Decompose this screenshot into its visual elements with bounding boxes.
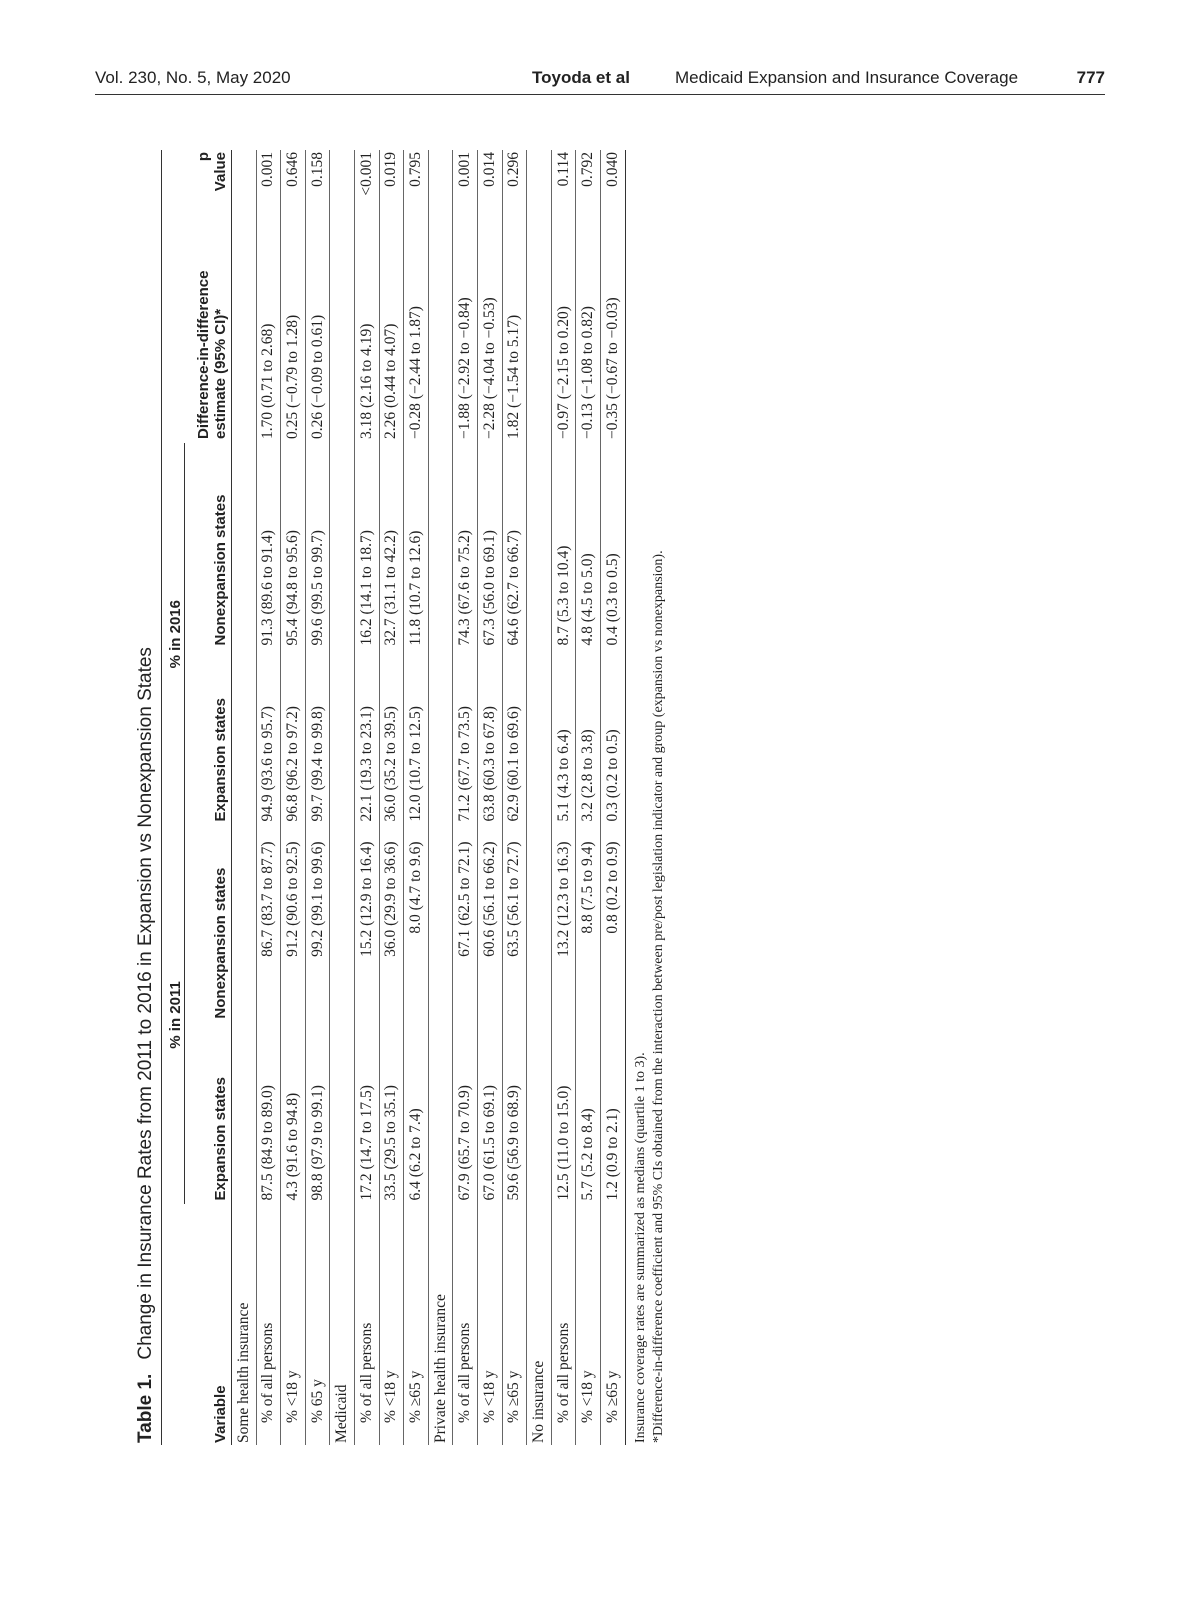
table-cell: 33.5 (29.5 to 35.1) (379, 1023, 404, 1205)
table-cell: 13.2 (12.3 to 16.3) (551, 825, 576, 1022)
table-cell: 12.0 (10.7 to 12.5) (404, 649, 429, 825)
table-row (453, 150, 478, 1445)
table-cell: 67.0 (61.5 to 69.1) (477, 1023, 502, 1205)
table-cell: 5.1 (4.3 to 6.4) (551, 649, 576, 825)
table-cell: 67.1 (62.5 to 72.1) (453, 825, 478, 1022)
table-cell: 67.9 (65.7 to 70.9) (453, 1023, 478, 1205)
row-label: % of all persons (551, 1204, 576, 1445)
table-title: Change in Insurance Rates from 2011 to 2016 in Expansion vs Nonexpansion States (135, 647, 156, 1360)
group-label: Some health insurance (232, 150, 257, 1445)
group-header-2016: % in 2016 (162, 443, 185, 826)
row-label: % of all persons (453, 1204, 478, 1445)
footnote: *Difference-in-difference coefficient and 95% CIs obtained from the interaction between pre/post legislation indicator and group (expansion vs nonexpansion). (650, 550, 666, 1443)
column-header: Variable (185, 1204, 232, 1445)
table-cell: 15.2 (12.9 to 16.4) (354, 825, 379, 1022)
table-cell: 36.0 (35.2 to 39.5) (379, 649, 404, 825)
table-cell: 3.18 (2.16 to 4.19) (354, 208, 379, 443)
group-header-2011: % in 2011 (162, 825, 185, 1204)
table-cell: 8.0 (4.7 to 9.6) (404, 825, 429, 1022)
row-label: % <18 y (477, 1204, 502, 1445)
row-label: % 65 y (305, 1204, 330, 1445)
table-cell: 62.9 (60.1 to 69.6) (502, 649, 527, 825)
table-caption (135, 150, 162, 1445)
table-cell: 0.792 (576, 150, 601, 208)
column-header: Expansion states (185, 1023, 232, 1205)
table-cell: 91.3 (89.6 to 91.4) (256, 443, 281, 650)
table-row (551, 150, 576, 1445)
article-short-title: Medicaid Expansion and Insurance Coverage (675, 68, 1019, 87)
row-label: % of all persons (256, 1204, 281, 1445)
table-cell: 8.7 (5.3 to 10.4) (551, 443, 576, 650)
table-cell: 96.8 (96.2 to 97.2) (281, 649, 306, 825)
table-cell: −0.97 (−2.15 to 0.20) (551, 208, 576, 443)
table-cell: 74.3 (67.6 to 75.2) (453, 443, 478, 650)
table-cell: 5.7 (5.2 to 8.4) (576, 1023, 601, 1205)
data-table (162, 150, 626, 1445)
group-header-row (162, 150, 185, 1445)
table-cell: 22.1 (19.3 to 23.1) (354, 649, 379, 825)
table-cell: 95.4 (94.8 to 95.6) (281, 443, 306, 650)
table-cell: 12.5 (11.0 to 15.0) (551, 1023, 576, 1205)
table-cell: 63.8 (60.3 to 67.8) (477, 649, 502, 825)
row-label: % ≥65 y (502, 1204, 527, 1445)
table-cell: 0.795 (404, 150, 429, 208)
table-cell: 0.296 (502, 150, 527, 208)
table-row (281, 150, 306, 1445)
table-cell: 0.114 (551, 150, 576, 208)
table-cell: 0.4 (0.3 to 0.5) (600, 443, 625, 650)
table-cell: <0.001 (354, 150, 379, 208)
row-label: % <18 y (281, 1204, 306, 1445)
rotated-table-block (135, 150, 875, 1445)
table-row (404, 150, 429, 1445)
table-cell: 64.6 (62.7 to 66.7) (502, 443, 527, 650)
group-row (232, 150, 257, 1445)
table-cell: 6.4 (6.2 to 7.4) (404, 1023, 429, 1205)
column-header-row (185, 150, 232, 1445)
table-cell: 67.3 (56.0 to 69.1) (477, 443, 502, 650)
table-cell: 11.8 (10.7 to 12.6) (404, 443, 429, 650)
group-row (428, 150, 453, 1445)
table-row (502, 150, 527, 1445)
column-header: Difference-in-difference estimate (95% CI)* (185, 208, 232, 443)
column-header: Expansion states (185, 649, 232, 825)
author-line: Toyoda et al (532, 68, 630, 87)
table-cell: 4.3 (91.6 to 94.8) (281, 1023, 306, 1205)
table-cell: 0.158 (305, 150, 330, 208)
table-cell: 91.2 (90.6 to 92.5) (281, 825, 306, 1022)
column-header: Nonexpansion states (185, 443, 232, 650)
table-cell: 99.2 (99.1 to 99.6) (305, 825, 330, 1022)
table-cell: 0.014 (477, 150, 502, 208)
table-cell: 0.001 (453, 150, 478, 208)
table-cell: 17.2 (14.7 to 17.5) (354, 1023, 379, 1205)
page-number: 777 (1076, 68, 1105, 87)
running-head (95, 66, 1105, 95)
table-cell: 94.9 (93.6 to 95.7) (256, 649, 281, 825)
table-cell: −1.88 (−2.92 to −0.84) (453, 208, 478, 443)
row-label: % <18 y (379, 1204, 404, 1445)
row-label: % ≥65 y (600, 1204, 625, 1445)
table-cell: 71.2 (67.7 to 73.5) (453, 649, 478, 825)
table-row (354, 150, 379, 1445)
table-cell: −0.13 (−1.08 to 0.82) (576, 208, 601, 443)
table-label: Table 1. (135, 1373, 156, 1443)
table-cell: 0.001 (256, 150, 281, 208)
table-cell: 16.2 (14.1 to 18.7) (354, 443, 379, 650)
table-cell: 1.70 (0.71 to 2.68) (256, 208, 281, 443)
table-cell: 0.3 (0.2 to 0.5) (600, 649, 625, 825)
table-cell: 0.019 (379, 150, 404, 208)
table-cell: 4.8 (4.5 to 5.0) (576, 443, 601, 650)
table-cell: 99.7 (99.4 to 99.8) (305, 649, 330, 825)
table-cell: 0.8 (0.2 to 0.9) (600, 825, 625, 1022)
row-label: % <18 y (576, 1204, 601, 1445)
table-cell: 0.646 (281, 150, 306, 208)
table-row (305, 150, 330, 1445)
table-cell: 99.6 (99.5 to 99.7) (305, 443, 330, 650)
table-row (477, 150, 502, 1445)
table-cell: 1.82 (−1.54 to 5.17) (502, 208, 527, 443)
table-cell: 0.25 (−0.79 to 1.28) (281, 208, 306, 443)
table-cell: 59.6 (56.9 to 68.9) (502, 1023, 527, 1205)
table-footnotes (632, 150, 668, 1445)
column-header: p Value (185, 150, 232, 208)
table-cell: −0.28 (−2.44 to 1.87) (404, 208, 429, 443)
group-row (527, 150, 552, 1445)
group-label: No insurance (527, 150, 552, 1445)
table-cell: 8.8 (7.5 to 9.4) (576, 825, 601, 1022)
table-cell: 98.8 (97.9 to 99.1) (305, 1023, 330, 1205)
table-row (256, 150, 281, 1445)
table-cell: 87.5 (84.9 to 89.0) (256, 1023, 281, 1205)
row-label: % ≥65 y (404, 1204, 429, 1445)
table-cell: 0.26 (−0.09 to 0.61) (305, 208, 330, 443)
table-cell: 86.7 (83.7 to 87.7) (256, 825, 281, 1022)
table-cell: 2.26 (0.44 to 4.07) (379, 208, 404, 443)
table-cell: −2.28 (−4.04 to −0.53) (477, 208, 502, 443)
group-label: Medicaid (330, 150, 355, 1445)
table-row (379, 150, 404, 1445)
table-cell: 63.5 (56.1 to 72.7) (502, 825, 527, 1022)
table-cell: 60.6 (56.1 to 66.2) (477, 825, 502, 1022)
journal-citation: Vol. 230, No. 5, May 2020 (95, 68, 291, 87)
table-cell: 36.0 (29.9 to 36.6) (379, 825, 404, 1022)
footnote: Insurance coverage rates are summarized as medians (quartile 1 to 3). (632, 1052, 648, 1443)
column-header: Nonexpansion states (185, 825, 232, 1022)
table-cell: 3.2 (2.8 to 3.8) (576, 649, 601, 825)
table-row (576, 150, 601, 1445)
table-cell: 32.7 (31.1 to 42.2) (379, 443, 404, 650)
group-label: Private health insurance (428, 150, 453, 1445)
table-cell: 1.2 (0.9 to 2.1) (600, 1023, 625, 1205)
table-row (600, 150, 625, 1445)
table-cell: 0.040 (600, 150, 625, 208)
group-row (330, 150, 355, 1445)
table-cell: −0.35 (−0.67 to −0.03) (600, 208, 625, 443)
row-label: % of all persons (354, 1204, 379, 1445)
table-body (232, 150, 626, 1445)
